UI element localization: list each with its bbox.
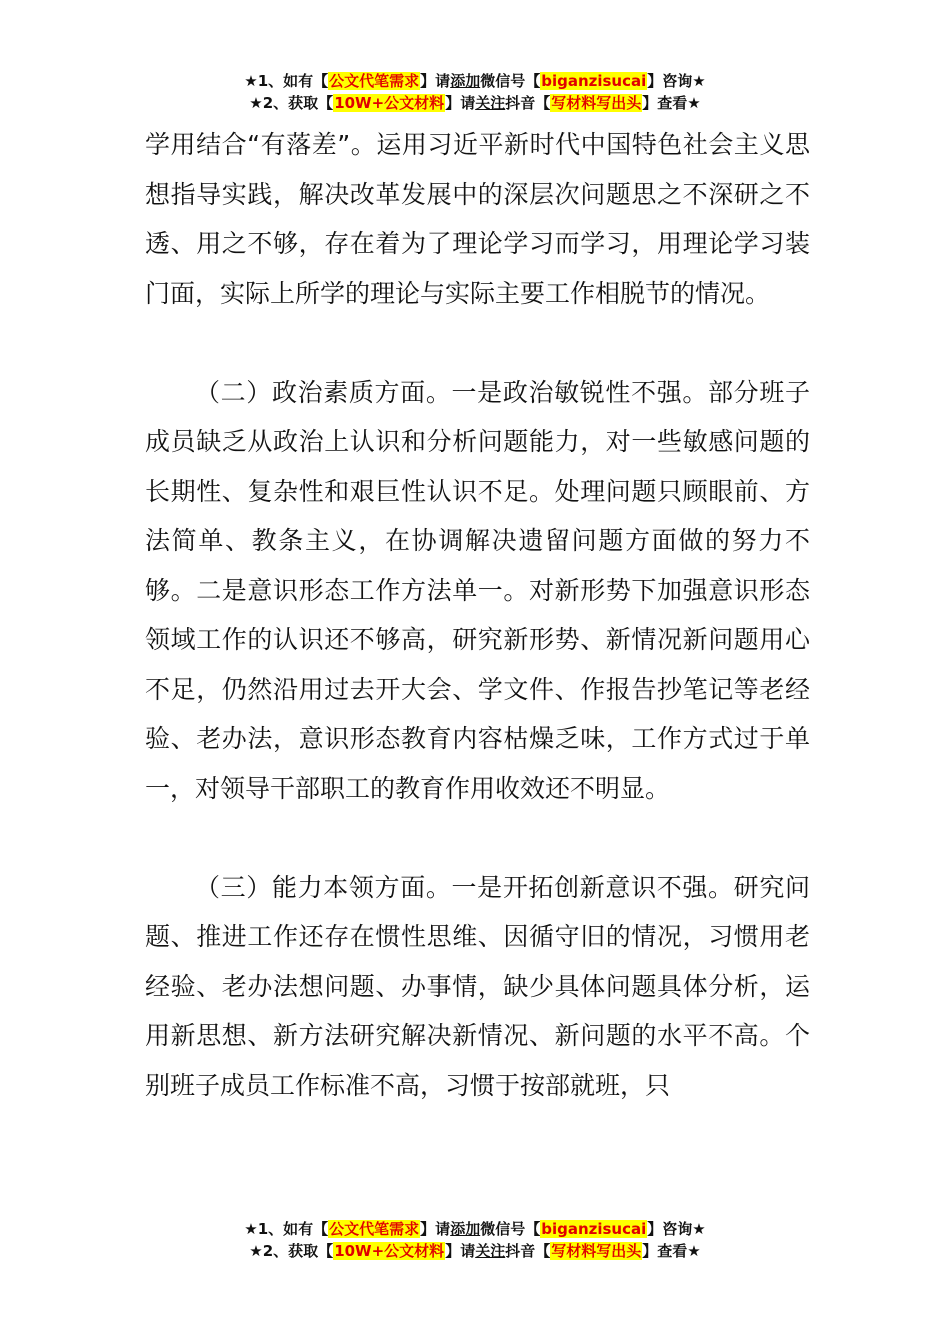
highlight-douyin-account: 写材料写出头 (551, 94, 642, 112)
paragraph-theory-practice: 学用结合“有落差”。运用习近平新时代中国特色社会主义思想指导实践，解决改革发展中的深层次问题思之不深研之不透、用之不够，存在着为了理论学习而学习，用理论学习装门面，实际上所学的理论与实际主要工作相脱节的情况。 (145, 130, 810, 308)
banner-line-2: ★2、获取【10W+公文材料】请关注抖音【写材料写出头】查看★ (249, 1242, 701, 1260)
highlight-materials: 10W+公文材料 (334, 1242, 445, 1260)
paragraph-political-quality: （二）政治素质方面。一是政治敏锐性不强。部分班子成员缺乏从政治上认识和分析问题能力，对一些敏感问题的长期性、复杂性和艰巨性认识不足。处理问题只顾眼前、方法简单、教条主义，在协调解决遗留问题方面做的努力不够。二是意识形态工作方法单一。对新形势下加强意识形态领域工作的认识还不够高，研究新形势、新情况新问题用心不足，仍然沿用过去开大会、学文件、作报告抄笔记等老经验、老办法，意识形态教育内容枯燥乏味，工作方式过于单一，对领导干部职工的教育作用收效还不明显。 (145, 377, 810, 803)
footer-banner (0, 1218, 950, 1262)
highlight-wechat-id: biganzisucai (541, 1220, 647, 1238)
highlight-materials: 10W+公文材料 (334, 94, 445, 112)
highlight-service: 公文代笔需求 (329, 72, 420, 90)
paragraph-gap (145, 813, 810, 863)
header-banner (0, 70, 950, 114)
highlight-service: 公文代笔需求 (329, 1220, 420, 1238)
document-body (145, 120, 810, 1110)
banner-line-1: ★1、如有【公文代笔需求】请添加微信号【biganzisucai】咨询★ (244, 72, 706, 90)
banner-line-1: ★1、如有【公文代笔需求】请添加微信号【biganzisucai】咨询★ (244, 1220, 706, 1238)
highlight-douyin-account: 写材料写出头 (551, 1242, 642, 1260)
banner-line-2: ★2、获取【10W+公文材料】请关注抖音【写材料写出头】查看★ (249, 94, 701, 112)
paragraph-ability: （三）能力本领方面。一是开拓创新意识不强。研究问题、推进工作还存在惯性思维、因循守旧的情况，习惯用老经验、老办法想问题、办事情，缺少具体问题具体分析，运用新思想、新方法研究解决新情况、新问题的水平不高。个别班子成员工作标准不高，习惯于按部就班，只 (145, 872, 810, 1100)
paragraph-gap (145, 318, 810, 368)
highlight-wechat-id: biganzisucai (541, 72, 647, 90)
